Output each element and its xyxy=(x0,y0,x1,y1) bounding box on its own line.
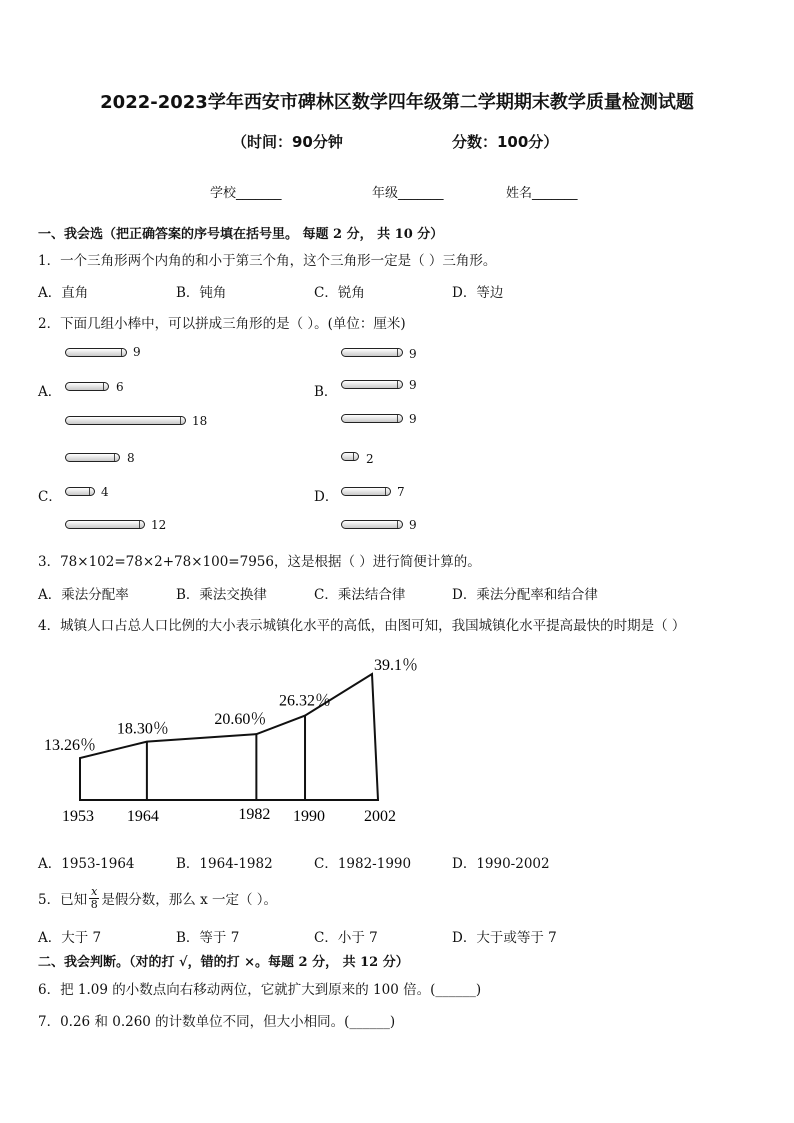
q2-option-d-label: D． xyxy=(314,489,339,505)
stick-d2 xyxy=(341,487,391,496)
stick-a2 xyxy=(65,382,109,391)
stick-a3 xyxy=(65,416,186,425)
q2-option-a-label: A． xyxy=(38,384,62,400)
q3-option-c: C．乘法结合律 xyxy=(314,587,406,603)
q5-fraction-numerator: x xyxy=(91,884,98,898)
section-2-heading: 二、我会判断。（对的打 √，错的打 ×。每题 2 分， 共 12 分） xyxy=(38,955,409,970)
stick-c2-length: 4 xyxy=(101,485,109,499)
stick-d1-length: 2 xyxy=(366,452,374,466)
q3-option-a: A．乘法分配率 xyxy=(38,587,129,603)
question-1: 1．一个三角形两个内角的和小于第三个角，这个三角形一定是（ ）三角形。 xyxy=(38,253,497,269)
stick-c1-length: 8 xyxy=(127,451,135,465)
q5-prefix: 5．已知 xyxy=(38,892,88,908)
stick-b3 xyxy=(341,414,403,423)
stick-a2-length: 6 xyxy=(116,380,124,394)
q2-option-c-label: C． xyxy=(38,489,62,505)
question-4: 4．城镇人口占总人口比例的大小表示城镇化水平的高低，由图可知，我国城镇化水平提高最快的时期是（ ） xyxy=(38,618,686,634)
stick-d3-length: 9 xyxy=(409,518,417,532)
stick-b3-length: 9 xyxy=(409,412,417,426)
stick-d2-length: 7 xyxy=(397,485,405,499)
q5-option-d: D．大于或等于 7 xyxy=(452,930,557,946)
q3-option-b: B．乘法交换律 xyxy=(176,587,267,603)
stick-b1 xyxy=(341,348,403,357)
chart-year-label: 1953 xyxy=(62,808,94,825)
chart-year-label: 1990 xyxy=(293,808,326,825)
stick-b1-length: 9 xyxy=(409,347,417,361)
stick-c3 xyxy=(65,520,145,529)
q4-option-c: C．1982-1990 xyxy=(314,856,412,872)
urbanization-chart xyxy=(0,650,794,835)
chart-year-label: 1964 xyxy=(126,808,159,825)
stick-d3 xyxy=(341,520,403,529)
chart-value-label: 18.30％ xyxy=(116,720,169,738)
stick-d1 xyxy=(341,452,359,461)
stick-c3-length: 12 xyxy=(151,518,167,532)
q4-option-b: B．1964-1982 xyxy=(176,856,273,872)
chart-value-label: 26.32％ xyxy=(279,692,332,710)
grade-field: 年级_______ xyxy=(372,186,444,201)
q4-option-d: D．1990-2002 xyxy=(452,856,550,872)
q2-option-b-label: B． xyxy=(314,384,338,400)
chart-value-label: 39.1％ xyxy=(374,657,419,674)
q1-option-c: C．锐角 xyxy=(314,285,365,301)
question-6: 6．把 1.09 的小数点向右移动两位，它就扩大到原来的 100 倍。(______) xyxy=(38,982,482,998)
question-2: 2．下面几组小棒中，可以拼成三角形的是（ ）。(单位：厘米) xyxy=(38,316,406,332)
q4-option-a: A．1953-1964 xyxy=(38,856,135,872)
section-1-heading: 一、我会选（把正确答案的序号填在括号里。 每题 2 分， 共 10 分） xyxy=(38,227,444,242)
chart-value-label: 20.60％ xyxy=(214,711,267,729)
q5-option-c: C．小于 7 xyxy=(314,930,378,946)
question-7: 7．0.26 和 0.260 的计数单位不同，但大小相同。(______) xyxy=(38,1014,396,1030)
q5-suffix: 是假分数，那么 x 一定（ ）。 xyxy=(101,892,278,908)
q1-option-d: D．等边 xyxy=(452,285,504,301)
question-3: 3．78×102=78×2+78×100=7956，这是根据（ ）进行简便计算的。 xyxy=(38,554,481,570)
q5-fraction xyxy=(89,886,99,911)
score-info: 分数：100分） xyxy=(452,133,559,151)
q1-option-b: B．钝角 xyxy=(176,285,227,301)
page-title: 2022-2023学年西安市碑林区数学四年级第二学期期末教学质量检测试题 xyxy=(100,92,694,113)
q5-fraction-denominator: 8 xyxy=(90,897,98,911)
stick-c1 xyxy=(65,453,120,462)
stick-a1-length: 9 xyxy=(133,345,141,359)
stick-a3-length: 18 xyxy=(192,414,208,428)
chart-value-label: 13.26％ xyxy=(44,737,97,754)
name-field: 姓名_______ xyxy=(506,186,578,201)
stick-b2 xyxy=(341,380,403,389)
school-field: 学校_______ xyxy=(210,186,282,201)
chart-year-label: 1982 xyxy=(238,806,271,823)
question-5 xyxy=(38,880,277,916)
chart-year-label: 2002 xyxy=(364,808,396,825)
q1-option-a: A．直角 xyxy=(38,285,89,301)
q3-option-d: D．乘法分配率和结合律 xyxy=(452,587,598,603)
q5-option-a: A．大于 7 xyxy=(38,930,102,946)
stick-a1 xyxy=(65,348,127,357)
stick-c2 xyxy=(65,487,95,496)
time-info: （时间：90分钟 xyxy=(232,133,343,151)
stick-b2-length: 9 xyxy=(409,378,417,392)
q5-option-b: B．等于 7 xyxy=(176,930,240,946)
